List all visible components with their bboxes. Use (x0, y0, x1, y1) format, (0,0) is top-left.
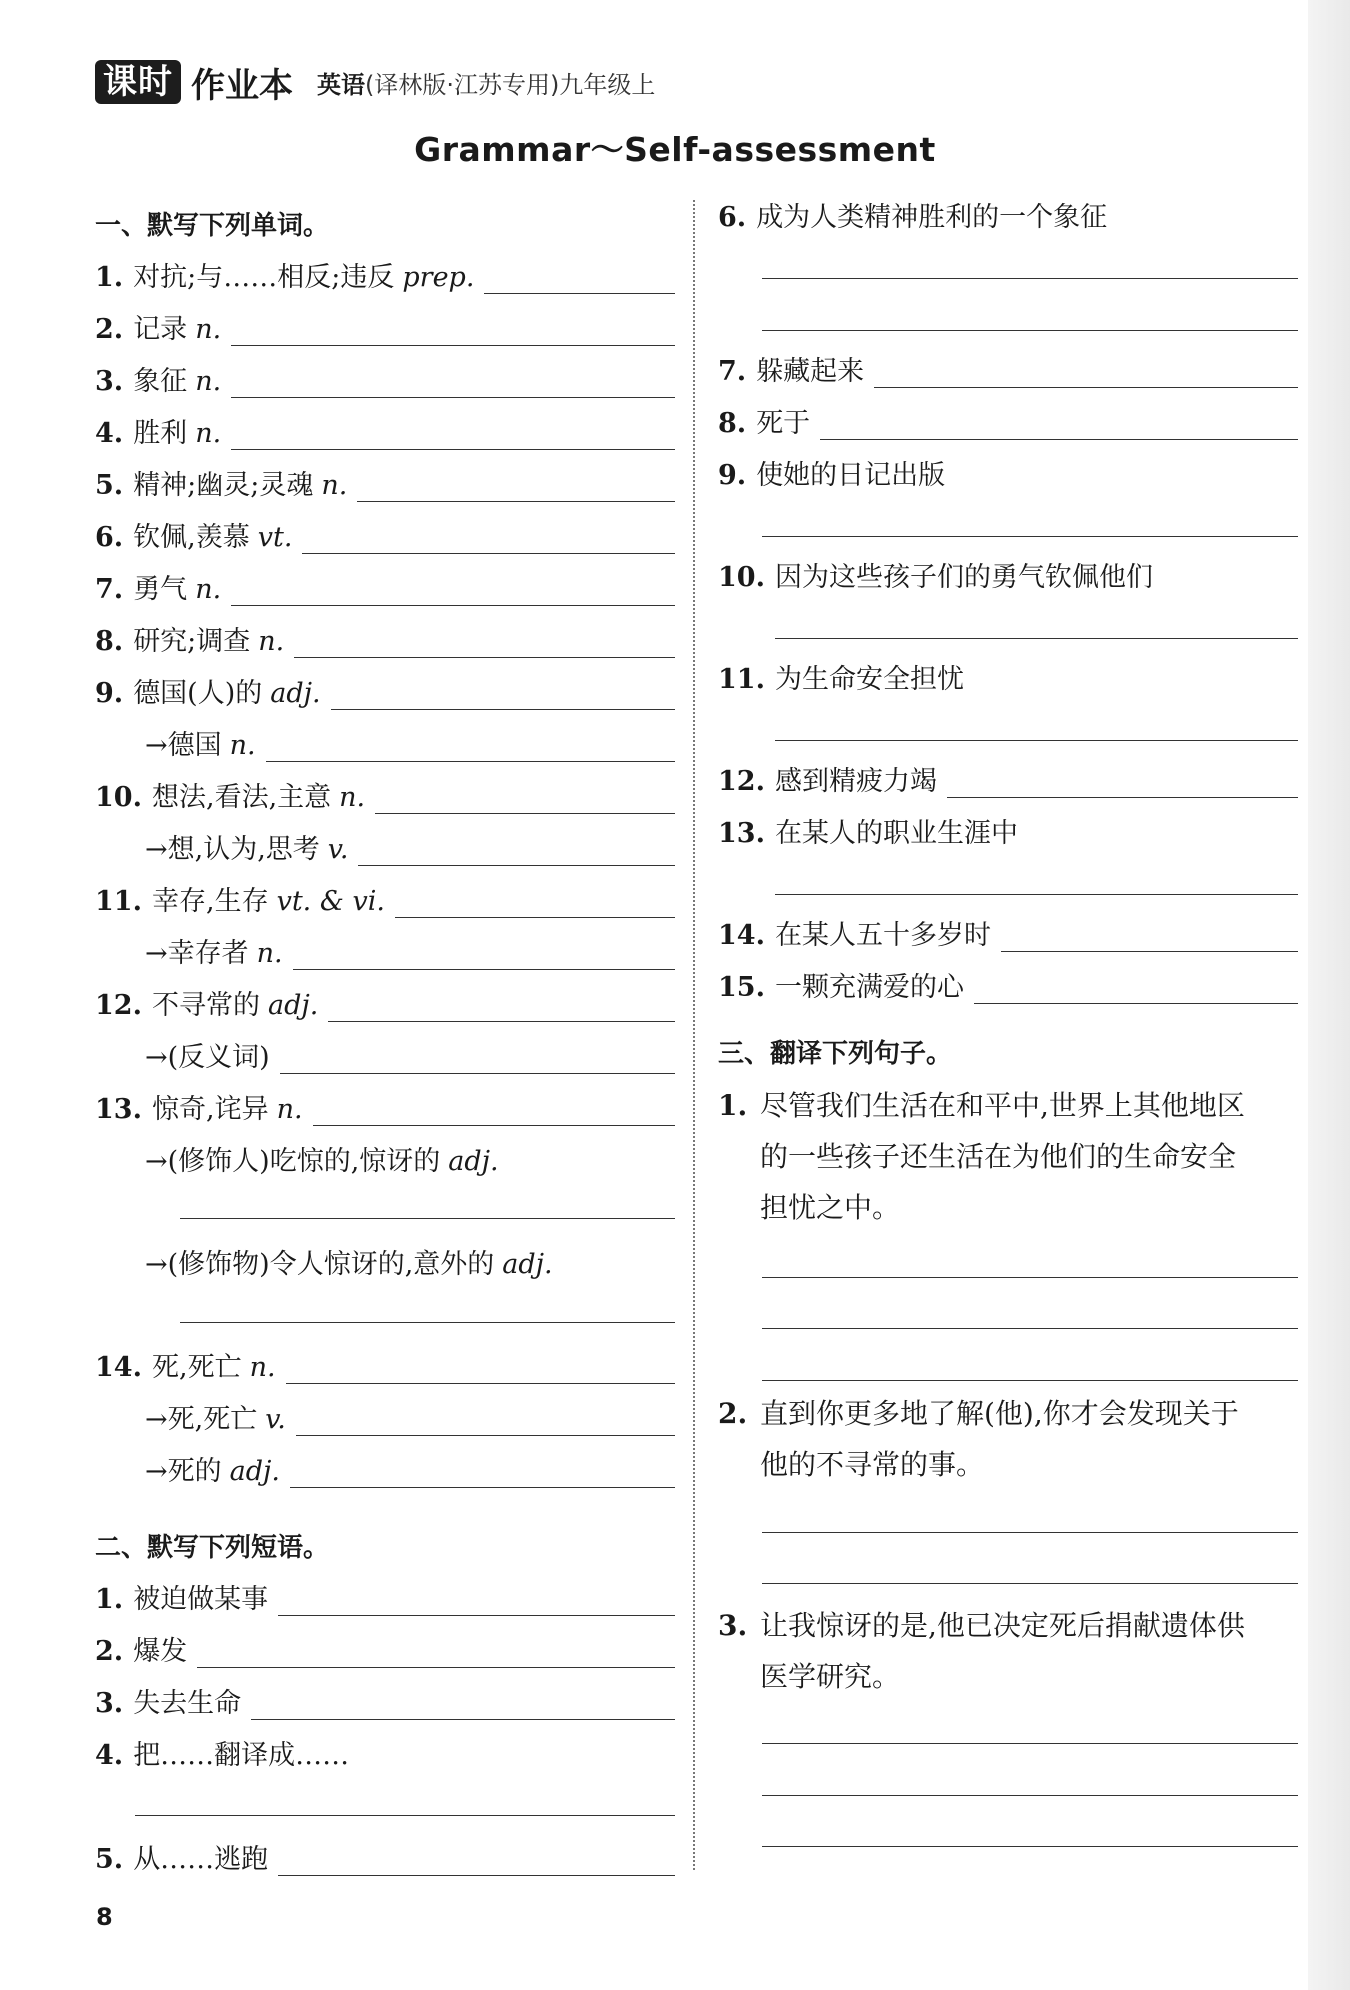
phrase-item (718, 404, 1298, 444)
phrase-item (718, 198, 1298, 238)
item-number: 11. (718, 664, 765, 695)
answer-blank[interactable] (280, 1073, 675, 1074)
answer-blank[interactable] (947, 797, 1298, 798)
answer-blank[interactable] (874, 387, 1298, 388)
part-of-speech: adj. (267, 990, 319, 1021)
page-edge (1308, 0, 1350, 1990)
word-item (95, 1090, 675, 1130)
item-text: →德国 (145, 730, 222, 761)
phrase-item (718, 352, 1298, 392)
sentence-line: 他的不寻常的事。 (760, 1448, 985, 1481)
answer-blank[interactable] (762, 1743, 1298, 1744)
word-item (145, 1245, 745, 1285)
part-of-speech: n. (258, 626, 285, 657)
item-number: 1. (718, 1089, 748, 1122)
item-number: 9. (95, 678, 124, 709)
word-item (145, 934, 675, 974)
word-item (95, 1348, 675, 1388)
answer-blank[interactable] (331, 709, 675, 710)
answer-blank[interactable] (820, 439, 1298, 440)
part-of-speech: n. (195, 314, 222, 345)
answer-blank[interactable] (762, 1846, 1298, 1847)
answer-blank[interactable] (231, 397, 675, 398)
answer-blank[interactable] (375, 813, 675, 814)
word-item (95, 310, 675, 350)
item-text: →幸存者 (145, 938, 249, 969)
sentence-prompt (760, 1600, 1305, 1702)
word-item (95, 362, 675, 402)
word-item (145, 726, 675, 766)
item-number: 10. (95, 782, 142, 813)
phrase-item (95, 1736, 675, 1776)
phrase-item (95, 1580, 675, 1620)
phrase-item (718, 660, 1298, 700)
phrase-item (95, 1632, 675, 1672)
page-title: Grammar～Self-assessment (414, 130, 936, 169)
phrase-item (718, 558, 1298, 598)
item-number: 10. (718, 562, 765, 593)
item-text: 不寻常的 (151, 990, 260, 1021)
word-item (95, 882, 675, 922)
item-number: 3. (95, 1688, 124, 1719)
item-number: 7. (95, 574, 124, 605)
answer-blank[interactable] (762, 1328, 1298, 1329)
item-text: 胜利 (133, 418, 188, 449)
item-text: 爆发 (133, 1636, 188, 1667)
item-number: 2. (718, 1397, 748, 1430)
part-of-speech: adj. (502, 1249, 553, 1280)
part-of-speech: n. (195, 574, 222, 605)
item-text: →死的 (145, 1456, 222, 1487)
sentence-line: 直到你更多地了解(他),你才会发现关于 (760, 1397, 1239, 1430)
part-of-speech: adj. (270, 678, 321, 709)
word-item (95, 570, 675, 610)
item-number: 9. (718, 460, 747, 491)
item-text: 使她的日记出版 (756, 460, 946, 491)
item-number: 11. (95, 886, 142, 917)
word-item (145, 1452, 675, 1492)
part-of-speech: n. (276, 1094, 303, 1125)
book-name: 作业本 (191, 65, 293, 106)
phrase-item (718, 916, 1298, 956)
answer-blank[interactable] (278, 1875, 675, 1876)
item-number: 14. (95, 1352, 142, 1383)
item-number: 4. (95, 1740, 124, 1771)
word-item (95, 986, 675, 1026)
part-of-speech: adj. (448, 1146, 499, 1177)
item-text: 把……翻译成…… (133, 1740, 350, 1771)
part-of-speech: n. (256, 938, 283, 969)
sentence-line: 担忧之中。 (760, 1191, 901, 1224)
answer-blank[interactable] (762, 1380, 1298, 1381)
item-text: 钦佩,羡慕 (133, 522, 250, 553)
item-number: 2. (95, 314, 124, 345)
part-of-speech: n. (321, 470, 348, 501)
answer-blank[interactable] (762, 278, 1298, 279)
sentence-prompt (760, 1388, 1305, 1490)
item-text: →(反义词) (145, 1042, 270, 1073)
item-text: 一颗充满爱的心 (774, 972, 964, 1003)
word-item (95, 466, 675, 506)
item-text: 躲藏起来 (756, 356, 865, 387)
word-item (95, 622, 675, 662)
item-text: 死于 (756, 408, 811, 439)
item-text: →死,死亡 (145, 1404, 258, 1435)
item-number: 8. (718, 408, 747, 439)
phrase-item (95, 1840, 675, 1880)
sentence-line: 让我惊讶的是,他已决定死后捐献遗体供 (760, 1609, 1245, 1642)
item-number: 2. (95, 1636, 124, 1667)
section1-heading: 一、默写下列单词。 (95, 211, 330, 241)
item-number: 5. (95, 470, 124, 501)
item-text: 惊奇,诧异 (151, 1094, 269, 1125)
part-of-speech: n. (195, 366, 222, 397)
item-text: 象征 (133, 366, 188, 397)
edition: (译林版·江苏专用)九年级上 (365, 70, 656, 99)
answer-blank[interactable] (775, 740, 1298, 741)
answer-blank[interactable] (296, 1435, 675, 1436)
item-text: 成为人类精神胜利的一个象征 (756, 202, 1108, 233)
answer-blank[interactable] (775, 638, 1298, 639)
item-number: 14. (718, 920, 765, 951)
item-number: 6. (95, 522, 124, 553)
part-of-speech: v. (265, 1404, 286, 1435)
answer-blank[interactable] (974, 1003, 1298, 1004)
section3-heading: 三、翻译下列句子。 (718, 1039, 953, 1069)
item-number: 3. (718, 1609, 748, 1642)
answer-blank[interactable] (484, 293, 675, 294)
answer-blank[interactable] (313, 1125, 675, 1126)
answer-blank[interactable] (231, 605, 675, 606)
sentence-line: 尽管我们生活在和平中,世界上其他地区 (760, 1089, 1245, 1122)
item-number: 13. (95, 1094, 142, 1125)
answer-blank[interactable] (293, 969, 675, 970)
item-number: 1. (95, 262, 124, 293)
part-of-speech: v. (327, 834, 349, 865)
answer-blank[interactable] (762, 1583, 1298, 1584)
answer-blank[interactable] (278, 1615, 675, 1616)
item-text: 幸存,生存 (151, 886, 269, 917)
item-text: 失去生命 (133, 1688, 242, 1719)
answer-blank[interactable] (294, 657, 675, 658)
item-text: 在某人的职业生涯中 (774, 818, 1018, 849)
item-text: 被迫做某事 (133, 1584, 269, 1615)
word-item (145, 1142, 745, 1182)
item-text: 德国(人)的 (133, 678, 263, 709)
item-text: 为生命安全担忧 (774, 664, 964, 695)
item-text: 感到精疲力竭 (774, 766, 937, 797)
answer-blank[interactable] (231, 345, 675, 346)
part-of-speech: n. (195, 418, 222, 449)
word-item (145, 1038, 675, 1078)
item-number: 3. (95, 366, 124, 397)
item-text: 勇气 (133, 574, 188, 605)
phrase-item (95, 1684, 675, 1724)
item-number: 13. (718, 818, 765, 849)
item-text: →(修饰人)吃惊的,惊讶的 (145, 1146, 441, 1177)
part-of-speech: n. (249, 1352, 276, 1383)
answer-blank[interactable] (180, 1218, 675, 1219)
item-text: 死,死亡 (151, 1352, 242, 1383)
item-number: 5. (95, 1844, 124, 1875)
part-of-speech: adj. (229, 1456, 280, 1487)
answer-blank[interactable] (197, 1667, 675, 1668)
item-text: 想法,看法,主意 (151, 782, 332, 813)
item-text: 在某人五十多岁时 (774, 920, 991, 951)
page-number: 8 (96, 1903, 113, 1931)
answer-blank[interactable] (328, 1021, 675, 1022)
phrase-item (718, 814, 1298, 854)
item-text: 对抗;与……相反;违反 (133, 262, 395, 293)
answer-blank[interactable] (357, 501, 675, 502)
answer-blank[interactable] (395, 917, 675, 918)
item-number: 8. (95, 626, 124, 657)
item-number: 15. (718, 972, 765, 1003)
answer-blank[interactable] (231, 449, 675, 450)
part-of-speech: vt. (257, 522, 293, 553)
item-number: 4. (95, 418, 124, 449)
answer-blank[interactable] (180, 1322, 675, 1323)
word-item (95, 414, 675, 454)
part-of-speech: prep. (402, 262, 475, 293)
answer-blank[interactable] (286, 1383, 675, 1384)
item-text: →(修饰物)令人惊讶的,意外的 (145, 1249, 495, 1280)
answer-blank[interactable] (358, 865, 675, 866)
answer-blank[interactable] (775, 894, 1298, 895)
phrase-item (718, 762, 1298, 802)
section2-heading: 二、默写下列短语。 (95, 1533, 330, 1563)
column-divider (693, 200, 695, 1870)
item-text: 精神;幽灵;灵魂 (133, 470, 314, 501)
subject: 英语 (317, 70, 365, 99)
item-number: 1. (95, 1584, 124, 1615)
item-text: 从……逃跑 (133, 1844, 269, 1875)
answer-blank[interactable] (251, 1719, 675, 1720)
word-item (95, 258, 675, 298)
phrase-item (718, 456, 1298, 496)
part-of-speech: n. (229, 730, 256, 761)
word-item (95, 518, 675, 558)
item-number: 7. (718, 356, 747, 387)
answer-blank[interactable] (1001, 951, 1298, 952)
word-item (145, 1400, 675, 1440)
answer-blank[interactable] (762, 1532, 1298, 1533)
answer-blank[interactable] (762, 330, 1298, 331)
item-number: 6. (718, 202, 747, 233)
sentence-line: 的一些孩子还生活在为他们的生命安全 (760, 1140, 1237, 1173)
answer-blank[interactable] (266, 761, 675, 762)
word-item (145, 830, 675, 870)
item-text: →想,认为,思考 (145, 834, 320, 865)
phrase-item (718, 968, 1298, 1008)
header (95, 58, 655, 106)
item-text: 记录 (133, 314, 188, 345)
logo: 课时 (95, 60, 181, 104)
answer-blank[interactable] (762, 1277, 1298, 1278)
answer-blank[interactable] (302, 553, 675, 554)
item-number: 12. (718, 766, 765, 797)
part-of-speech: vt. & vi. (276, 886, 385, 917)
sentence-prompt (760, 1080, 1305, 1233)
answer-blank[interactable] (290, 1487, 675, 1488)
answer-blank[interactable] (762, 1795, 1298, 1796)
item-number: 12. (95, 990, 142, 1021)
item-text: 因为这些孩子们的勇气钦佩他们 (774, 562, 1153, 593)
sentence-line: 医学研究。 (760, 1660, 901, 1693)
item-text: 研究;调查 (133, 626, 251, 657)
part-of-speech: n. (339, 782, 366, 813)
word-item (95, 778, 675, 818)
answer-blank[interactable] (135, 1815, 675, 1816)
word-item (95, 674, 675, 714)
answer-blank[interactable] (762, 536, 1298, 537)
